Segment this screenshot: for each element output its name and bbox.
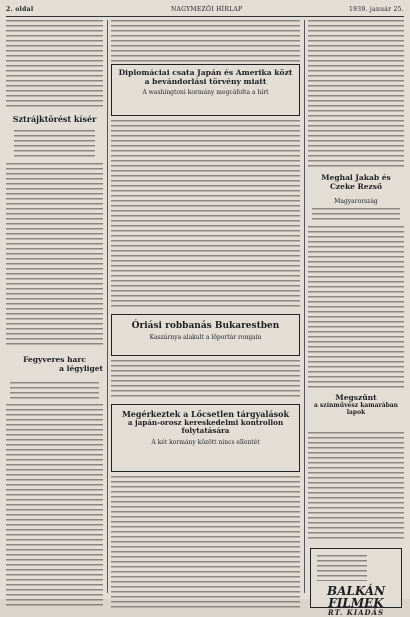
column-rule [107, 20, 108, 593]
center-column [111, 20, 300, 593]
right-column [308, 20, 404, 617]
column-rule [304, 20, 305, 593]
article-subhead-text [312, 208, 400, 222]
article-headline [308, 394, 404, 416]
article-subhead: A washingtoni kormány megcáfolta a hírt [142, 89, 269, 97]
headline-line: a légyliget [59, 363, 103, 373]
article-body-text [308, 432, 404, 542]
article-body-text [111, 20, 300, 62]
article-subhead: Magyarország [334, 198, 378, 205]
headline-line: lapok [346, 408, 366, 416]
headline-line: Óriási robbanás Bukarestben [131, 321, 280, 331]
article-subhead-text [10, 382, 99, 400]
headline-line: a japán-orosz kereskedelmi kontrollon [127, 418, 284, 428]
logo-line: RT. KIADÁS [327, 608, 385, 617]
headline-line: a bevándorlási törvény miatt [144, 76, 267, 86]
issue-date: 1939. január 25. [349, 6, 404, 13]
article-subhead-text [14, 130, 95, 158]
article-body-text [6, 163, 103, 348]
article-subhead: A két kormány között nincs ellentét [151, 438, 260, 446]
article-body-text [308, 20, 404, 168]
ad-text [317, 555, 367, 581]
advertisement-box [310, 548, 402, 617]
film-company-logo [315, 585, 397, 616]
article-body-text [6, 404, 103, 609]
article-headline [308, 174, 404, 191]
article-headline: Sztrájktörést kísér [12, 114, 97, 124]
headline-line: a színművész kamarában [313, 401, 399, 409]
running-head [6, 4, 404, 17]
article-body-text [111, 120, 300, 310]
headline-box [111, 404, 300, 472]
headline-line: Diplomáciai csata Japán és Amerika közt [118, 68, 293, 77]
article-body-text [6, 20, 103, 110]
left-column [6, 20, 103, 593]
article-headline [6, 356, 103, 373]
headline-line: Megszűnt [335, 393, 377, 402]
headline-line: Megérkeztek a Lőcsetlen tárgyalások [121, 409, 290, 419]
headline-line: Meghal Jakab és [321, 173, 391, 182]
article-body-text [111, 476, 300, 609]
headline-box [111, 64, 300, 116]
masthead-title: NAGYMEZŐI HÍRLAP [171, 6, 243, 13]
article-subhead: Kaszárnya alakult a lőportár romjain [149, 334, 262, 342]
page-number: 2. oldal [6, 6, 34, 13]
logo-line: BALKÁN FILMEK [326, 584, 386, 610]
headline-line: Czeke Rezső [329, 181, 383, 191]
headline-line: Fegyveres harc [23, 355, 86, 364]
article-body-text [308, 226, 404, 388]
headline-box [111, 314, 300, 356]
headline-line: folytatására [181, 426, 230, 436]
article-body-text [111, 360, 300, 400]
